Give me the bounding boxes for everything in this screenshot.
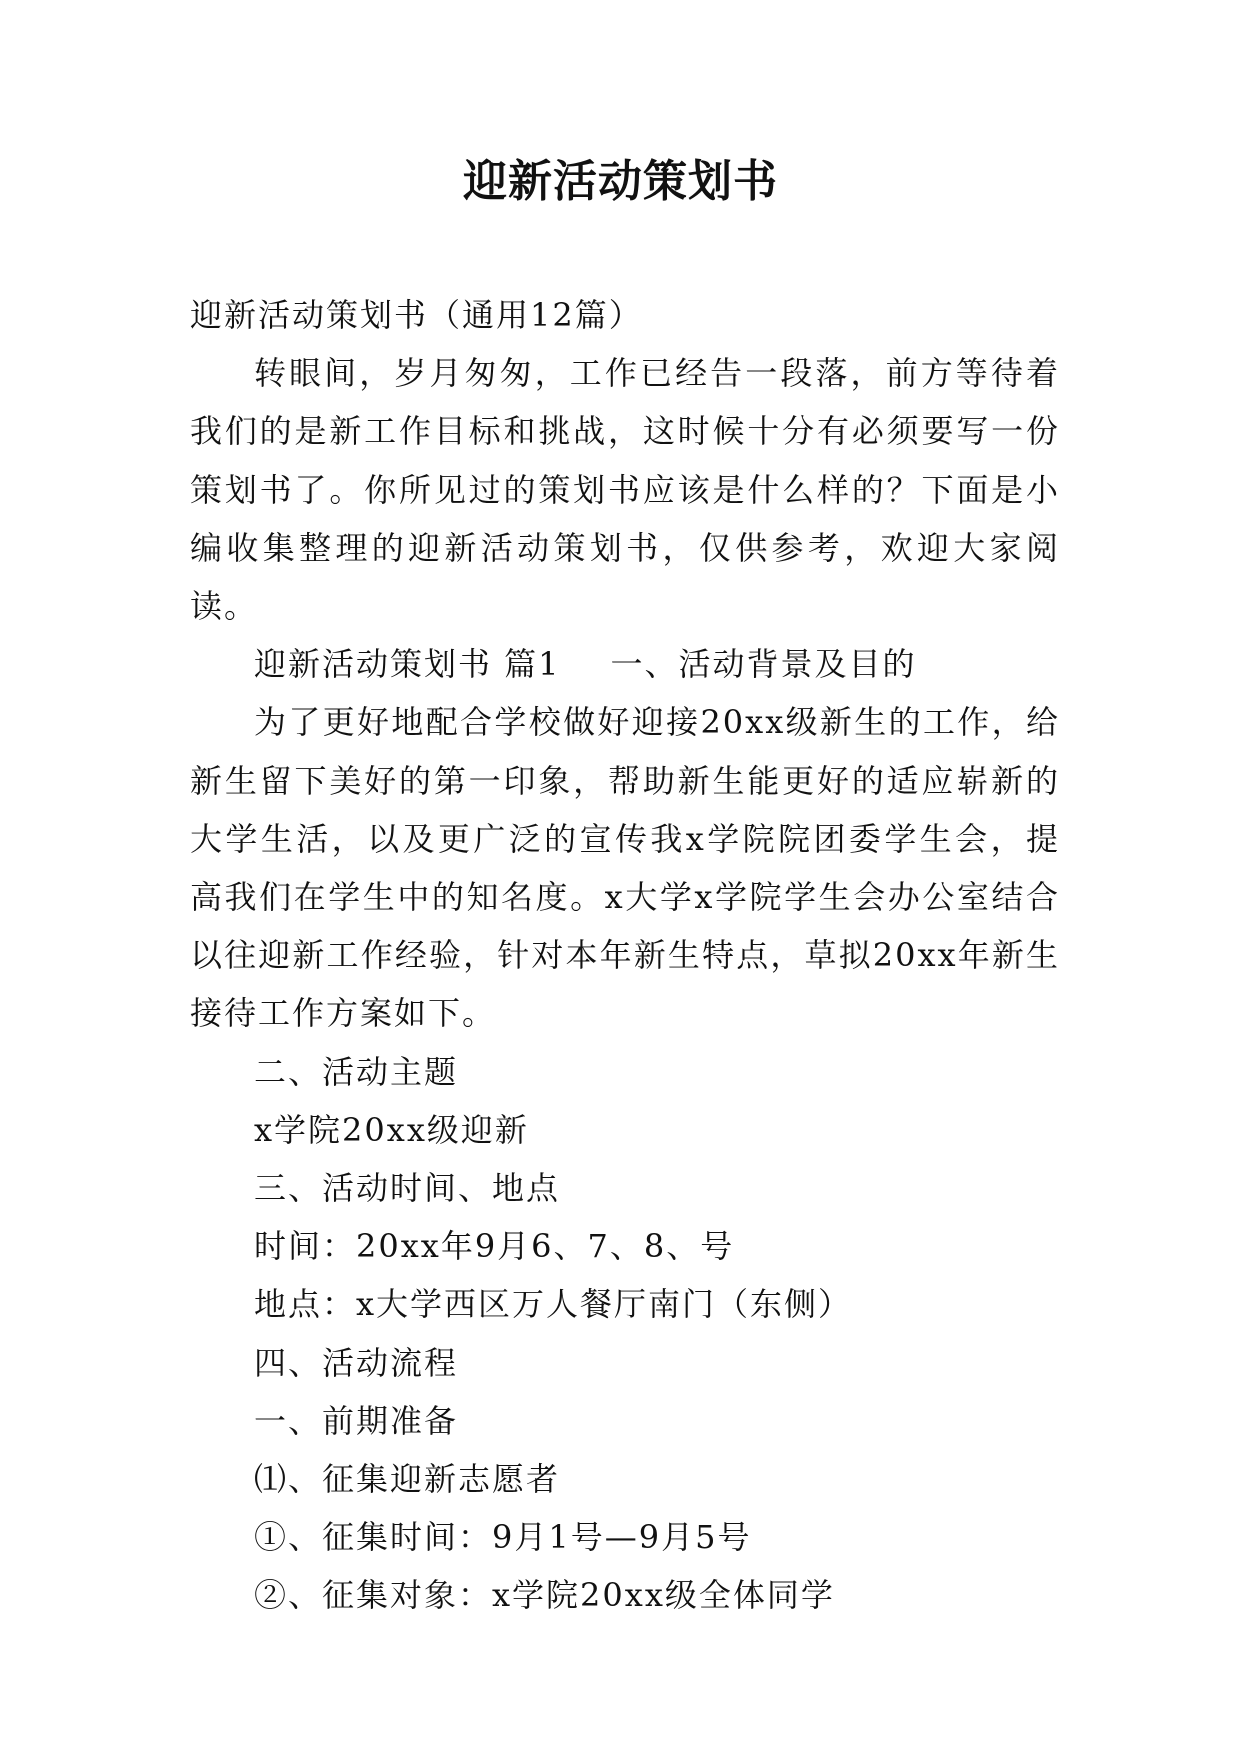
section2-paragraph: x学院20xx级迎新 bbox=[254, 1110, 529, 1149]
section1-heading: 一、活动背景及目的 bbox=[610, 645, 917, 684]
section3-time: 时间：20xx年9月6、7、8、号 bbox=[254, 1227, 735, 1266]
section2-heading: 二、活动主题 bbox=[254, 1052, 459, 1091]
article-heading-line bbox=[190, 635, 1060, 693]
document-body bbox=[190, 286, 1060, 1625]
item1-sub2: ②、征集对象：x学院20xx级全体同学 bbox=[254, 1576, 835, 1615]
section3-heading: 三、活动时间、地点 bbox=[254, 1169, 561, 1208]
item1-heading: ⑴、征集迎新志愿者 bbox=[254, 1460, 561, 1499]
intro-paragraph: 转眼间，岁月匆匆，工作已经告一段落，前方等待着我们的是新工作目标和挑战，这时候十分有必须要写一份策划书了。你所见过的策划书应该是什么样的？下面是小编收集整理的迎新活动策划书，仅供参考，欢迎大家阅读。 bbox=[190, 354, 1060, 626]
article-heading: 迎新活动策划书 篇1 bbox=[254, 645, 561, 684]
section3-place: 地点：x大学西区万人餐厅南门（东侧） bbox=[254, 1285, 853, 1324]
section4-heading: 四、活动流程 bbox=[254, 1343, 459, 1382]
document-subtitle: 迎新活动策划书（通用12篇） bbox=[190, 296, 643, 334]
section1-paragraph: 为了更好地配合学校做好迎接20xx级新生的工作，给新生留下美好的第一印象，帮助新生能更好的适应崭新的大学生活，以及更广泛的宣传我x学院院团委学生会，提高我们在学生中的知名度。x大学x学院学生会办公室结合以往迎新工作经验，针对本年新生特点，草拟20xx年新生接待工作方案如下。 bbox=[190, 703, 1060, 1033]
item1-sub1: ①、征集时间：9月1号—9月5号 bbox=[254, 1518, 752, 1557]
stage1-heading: 一、前期准备 bbox=[254, 1401, 459, 1440]
document-title: 迎新活动策划书 bbox=[463, 156, 778, 207]
